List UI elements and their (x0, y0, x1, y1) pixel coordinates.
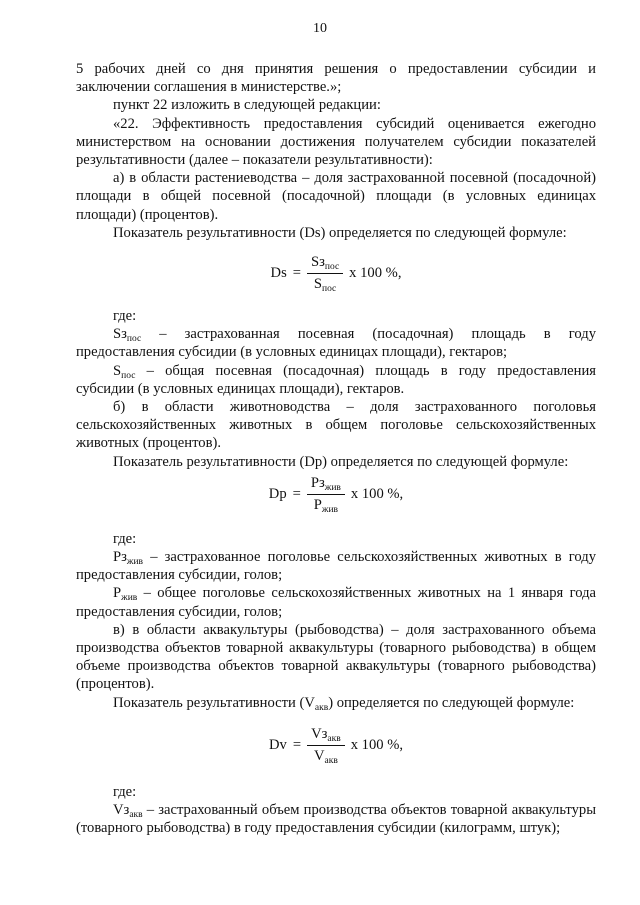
where-label: где: (113, 783, 137, 800)
equals-sign: = (292, 737, 302, 754)
fraction (307, 475, 345, 514)
paragraph: 5 рабочих дней со дня принятия решения о предоставлении субсидии и заключении соглашения в министерстве.»; (76, 61, 596, 96)
page-number: 10 (313, 21, 327, 36)
fraction-numerator: $Sз_{пос}$ (307, 254, 343, 274)
formula-lhs: Ds (270, 265, 287, 282)
definition-s: $S_{пос}$ – общая посевная (посадочная) площадь в году предоставления субсидии (в условных единицах площади), гектаров. (76, 362, 596, 397)
definition-pz: $Рз_{жив}$ – застрахованное поголовье сельскохозяйственных животных в году предоставления субсидии, голов; (76, 549, 596, 584)
where-label: где: (113, 530, 137, 547)
fraction-denominator: $Р_{жив}$ (313, 496, 339, 515)
equals-sign: = (292, 265, 301, 282)
formula-lhs: Dv (268, 737, 287, 754)
fraction (307, 254, 343, 293)
fraction-denominator: $S_{пос}$ (313, 276, 337, 295)
definition-sz: $Sз_{пос}$ – застрахованная посевная (посадочная) площадь в году предоставления субсидии (в условных единицах площади), гектаров; (76, 326, 596, 361)
definition-vz: $Vз_{акв}$ – застрахованный объем производства объектов товарной аквакультуры (товарного рыбоводства) в году предоставления субсидии (килограмм, штук); (76, 802, 596, 837)
paragraph: в) в области аквакультуры (рыбоводства) – доля застрахованного объема производства объектов товарной аквакультуры (товарного рыбоводства) в общем объеме производства объектов товарной аквакультуры (товарного рыбоводства) (процентов). (76, 621, 596, 693)
paragraph: Показатель результативности (Ds) определяется по следующей формуле: (113, 224, 567, 241)
where-label: где: (113, 308, 137, 325)
paragraph: пункт 22 изложить в следующей редакции: (113, 97, 381, 114)
times-100: x 100 %, (350, 737, 403, 754)
formula-dv (76, 726, 596, 765)
paragraph: Показатель результативности (Dp) определяется по следующей формуле: (113, 453, 569, 470)
formula-ds (76, 254, 596, 293)
equals-sign: = (292, 486, 301, 503)
paragraph: б) в области животноводства – доля застрахованного поголовья сельскохозяйственных животных в общем поголовье сельскохозяйственных животных (процентов). (76, 399, 596, 452)
fraction-numerator: $Рз_{жив}$ (307, 475, 345, 495)
fraction-numerator: $Vз_{акв}$ (307, 726, 345, 746)
formula-dp (76, 475, 596, 514)
definition-p: $Р_{жив}$ – общее поголовье сельскохозяйственных животных на 1 января года предоставления субсидии, голов; (76, 585, 596, 620)
paragraph: а) в области растениеводства – доля застрахованной посевной (посадочной) площади в общей посевной (посадочной) площади (в условных единицах площади) (процентов). (76, 170, 596, 223)
paragraph: «22. Эффективность предоставления субсидий оценивается ежегодно министерством на основании достижения получателем субсидии показателей результативности (далее – показатели результативности): (76, 115, 596, 169)
times-100: x 100 %, (349, 265, 402, 282)
fraction (307, 726, 345, 765)
paragraph: Показатель результативности $(V_{акв})$ определяется по следующей формуле: (113, 694, 575, 713)
formula-lhs: Dp (268, 486, 287, 503)
document-body (76, 60, 596, 838)
fraction-denominator: $V_{акв}$ (313, 747, 338, 766)
times-100: x 100 %, (350, 486, 404, 503)
